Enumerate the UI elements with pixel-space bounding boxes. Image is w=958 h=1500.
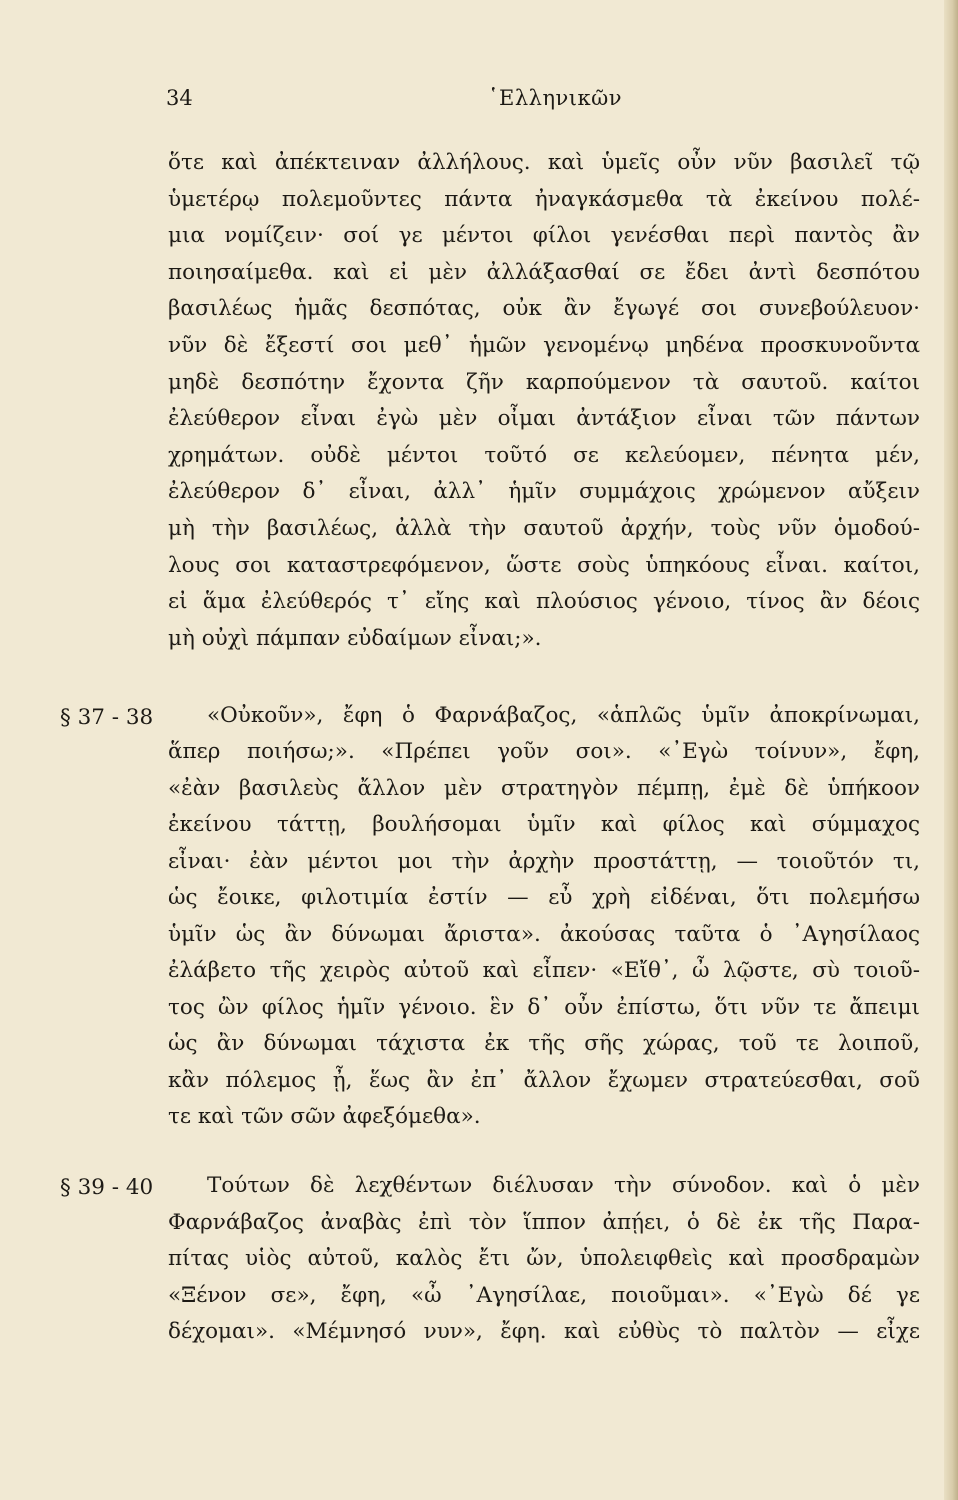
text-line: δέχομαι». «Μέμνησό νυν», ἔφη. καὶ εὐθὺς τὸ παλτὸν — εἶχε xyxy=(168,1319,920,1344)
text-line: ποιησαίμεθα. καὶ εἰ μὲν ἀλλάξασθαί σε ἔδει ἀντὶ δεσπότου xyxy=(168,260,920,285)
text-line: ὡς ἂν δύνωμαι τάχιστα ἐκ τῆς σῆς χώρας, τοῦ τε λοιποῦ, xyxy=(168,1031,920,1056)
text-line: «ἐὰν βασιλεὺς ἄλλον μὲν στρατηγὸν πέμπῃ, ἐμὲ δὲ ὑπήκοον xyxy=(168,776,920,801)
text-line: νῦν δὲ ἔξεστί σοι μεθ᾽ ἡμῶν γενομένῳ μηδένα προσκυνοῦντα xyxy=(168,333,920,358)
text-line: βασιλέως ἡμᾶς δεσπότας, οὐκ ἂν ἔγωγέ σοι συνεβούλευον· xyxy=(168,296,920,321)
running-head: ῾Ελληνικῶν xyxy=(488,86,623,110)
text-line: ὑμετέρῳ πολεμοῦντες πάντα ἠναγκάσμεθα τὰ ἐκείνου πολέ- xyxy=(168,187,920,212)
text-line: λους σοι καταστρεφόμενον, ὥστε σοὺς ὑπηκόους εἶναι. καίτοι, xyxy=(168,553,920,578)
text-line: «Ξένον σε», ἔφη, «ὦ ᾽Αγησίλαε, ποιοῦμαι». «᾽Εγὼ δέ γε xyxy=(168,1283,920,1308)
section-marker-37-38: § 37 - 38 xyxy=(60,705,154,730)
text-line: Τούτων δὲ λεχθέντων διέλυσαν τὴν σύνοδον. καὶ ὁ μὲν xyxy=(207,1173,920,1198)
section-marker-39-40: § 39 - 40 xyxy=(60,1175,154,1200)
text-line: ἅπερ ποιήσω;». «Πρέπει γοῦν σοι». «᾽Εγὼ τοίνυν», ἔφη, xyxy=(168,739,920,764)
text-line: ἐλεύθερον δ᾽ εἶναι, ἀλλ᾽ ἡμῖν συμμάχοις χρώμενον αὔξειν xyxy=(168,479,920,504)
text-line: ὡς ἔοικε, φιλοτιμία ἐστίν — εὖ χρὴ εἰδέναι, ὅτι πολεμήσω xyxy=(168,885,920,910)
text-line: μὴ οὐχὶ πάμπαν εὐδαίμων εἶναι;». xyxy=(168,626,542,651)
text-line: μια νομίζειν· σοί γε μέντοι φίλοι γενέσθαι περὶ παντὸς ἂν xyxy=(168,223,920,248)
text-line: εἶναι· ἐὰν μέντοι μοι τὴν ἀρχὴν προστάττῃ, — τοιοῦτόν τι, xyxy=(168,849,920,874)
text-line: μὴ τὴν βασιλέως, ἀλλὰ τὴν σαυτοῦ ἀρχήν, τοὺς νῦν ὁμοδού- xyxy=(168,516,920,541)
page-edge xyxy=(944,0,958,1500)
text-line: χρημάτων. οὐδὲ μέντοι τοῦτό σε κελεύομεν, πένητα μέν, xyxy=(168,443,920,468)
text-line: τε καὶ τῶν σῶν ἀφεξόμεθα». xyxy=(168,1104,481,1129)
text-line: Φαρνάβαζος ἀναβὰς ἐπὶ τὸν ἵππον ἀπῄει, ὁ δὲ ἐκ τῆς Παρα- xyxy=(168,1210,920,1235)
page-number: 34 xyxy=(166,86,193,110)
text-line: μηδὲ δεσπότην ἔχοντα ζῆν καρπούμενον τὰ σαυτοῦ. καίτοι xyxy=(168,370,920,395)
text-line: ὑμῖν ὡς ἂν δύνωμαι ἄριστα». ἀκούσας ταῦτα ὁ ᾽Αγησίλαος xyxy=(168,922,920,947)
text-line: εἰ ἅμα ἐλεύθερός τ᾽ εἴης καὶ πλούσιος γένοιο, τίνος ἂν δέοις xyxy=(168,589,920,614)
text-line: ἐκείνου τάττῃ, βουλήσομαι ὑμῖν καὶ φίλος καὶ σύμμαχος xyxy=(168,812,920,837)
text-line: κἂν πόλεμος ᾖ, ἕως ἂν ἐπ᾽ ἄλλον ἔχωμεν στρατεύεσθαι, σοῦ xyxy=(168,1068,920,1093)
text-line: «Οὐκοῦν», ἔφη ὁ Φαρνάβαζος, «ἁπλῶς ὑμῖν ἀποκρίνωμαι, xyxy=(207,703,920,728)
text-line: τος ὢν φίλος ἡμῖν γένοιο. ἓν δ᾽ οὖν ἐπίστω, ὅτι νῦν τε ἄπειμι xyxy=(168,995,920,1020)
text-line: ὅτε καὶ ἀπέκτειναν ἀλλήλους. καὶ ὑμεῖς οὖν νῦν βασιλεῖ τῷ xyxy=(168,150,920,175)
text-line: ἐλάβετο τῆς χειρὸς αὐτοῦ καὶ εἶπεν· «Εἴθ᾽, ὦ λῷστε, σὺ τοιοῦ- xyxy=(168,958,920,983)
text-line: ἐλεύθερον εἶναι ἐγὼ μὲν οἶμαι ἀντάξιον εἶναι τῶν πάντων xyxy=(168,406,920,431)
text-line: πίτας υἱὸς αὐτοῦ, καλὸς ἔτι ὤν, ὑπολειφθεὶς καὶ προσδραμὼν xyxy=(168,1246,920,1271)
